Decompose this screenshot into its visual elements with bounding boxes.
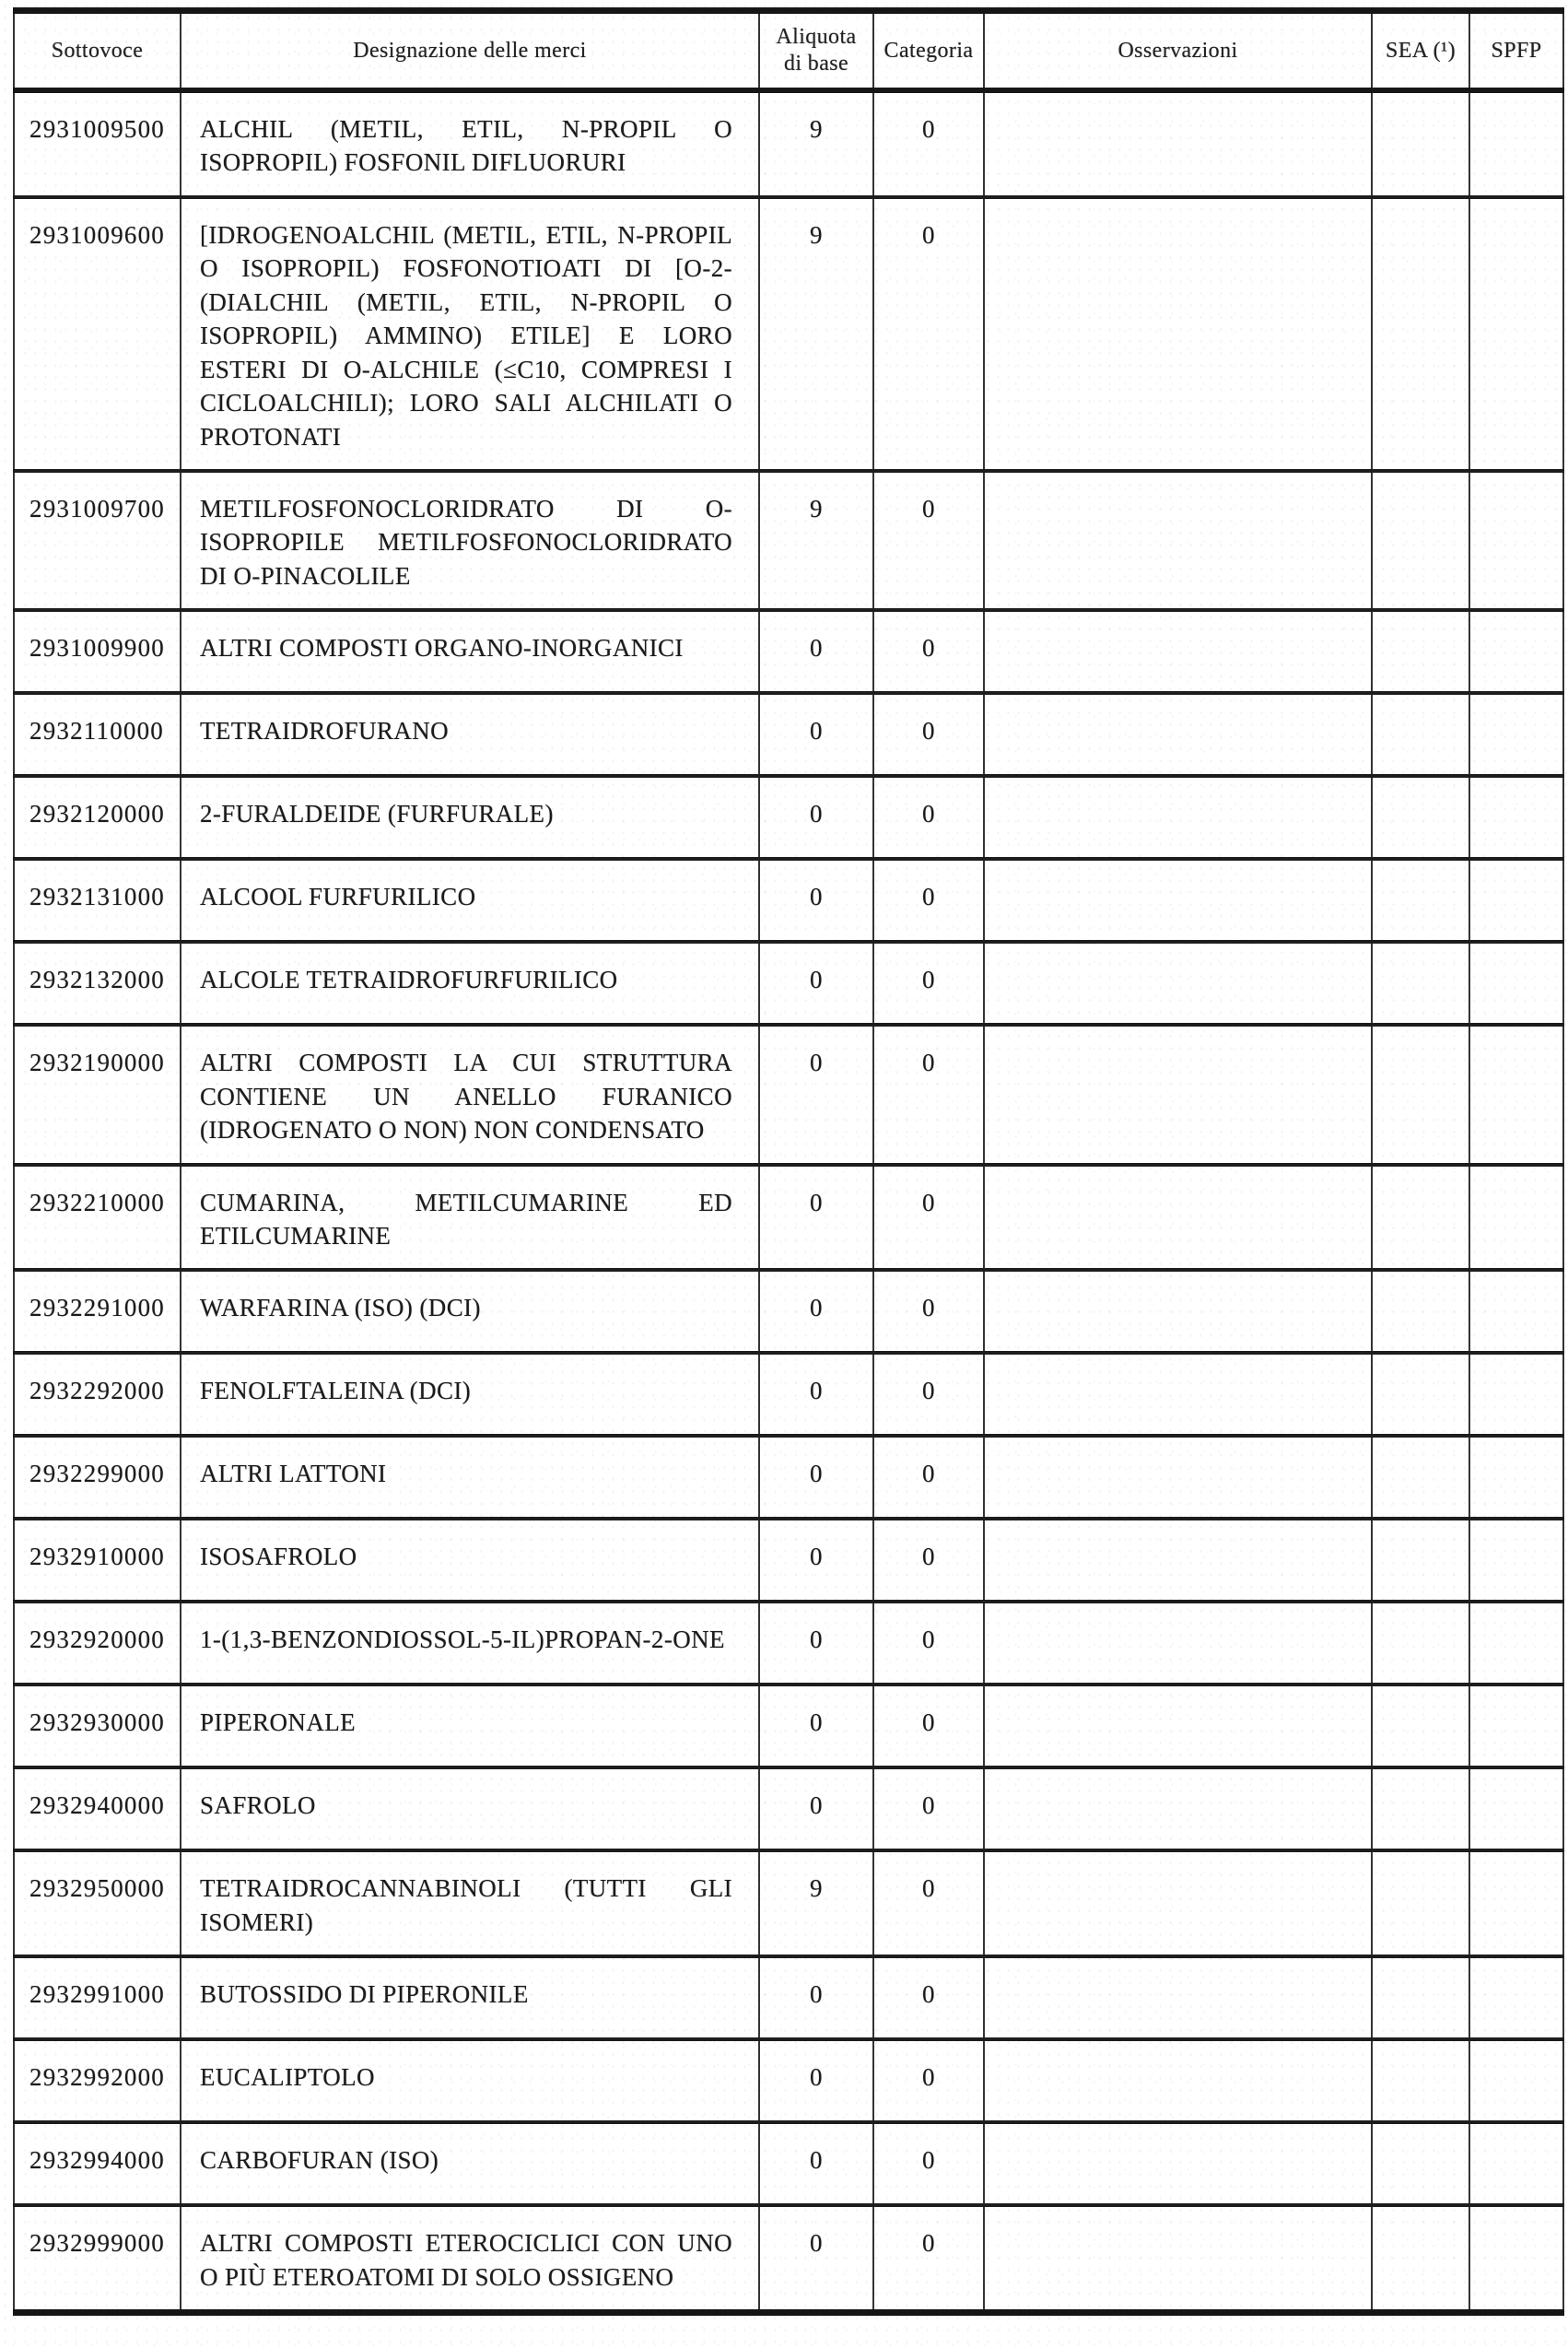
category-cell: 0 — [873, 859, 984, 942]
description-cell: BUTOSSIDO DI PIPERONILE — [181, 1956, 759, 2039]
spfp-cell — [1469, 471, 1563, 610]
sea-cell — [1372, 1270, 1469, 1353]
spfp-cell — [1469, 1353, 1563, 1436]
table-row — [14, 942, 1563, 1025]
table-row — [14, 1956, 1563, 2039]
table-row — [14, 1165, 1563, 1271]
code-cell: 2932999000 — [14, 2205, 181, 2312]
header-designazione: Designazione delle merci — [181, 11, 759, 91]
code-cell: 2931009900 — [14, 610, 181, 693]
spfp-cell — [1469, 2122, 1563, 2205]
table-row — [14, 1436, 1563, 1519]
tariff-table — [13, 7, 1564, 2316]
sea-cell — [1372, 2039, 1469, 2122]
spfp-cell — [1469, 2205, 1563, 2312]
notes-cell — [984, 1956, 1372, 2039]
table-row — [14, 2205, 1563, 2312]
code-cell: 2932992000 — [14, 2039, 181, 2122]
sea-cell — [1372, 1025, 1469, 1164]
sea-cell — [1372, 1767, 1469, 1850]
notes-cell — [984, 2205, 1372, 2312]
notes-cell — [984, 471, 1372, 610]
notes-cell — [984, 1685, 1372, 1767]
header-row — [14, 11, 1563, 91]
sea-cell — [1372, 1956, 1469, 2039]
notes-cell — [984, 1436, 1372, 1519]
notes-cell — [984, 1353, 1372, 1436]
table-row — [14, 1850, 1563, 1956]
code-cell: 2931009600 — [14, 197, 181, 471]
rate-cell: 0 — [759, 1685, 873, 1767]
code-cell: 2932940000 — [14, 1767, 181, 1850]
code-cell: 2932950000 — [14, 1850, 181, 1956]
table-header — [14, 11, 1563, 91]
notes-cell — [984, 1602, 1372, 1685]
description-cell: FENOLFTALEINA (DCI) — [181, 1353, 759, 1436]
table-row — [14, 1519, 1563, 1602]
code-cell: 2931009700 — [14, 471, 181, 610]
sea-cell — [1372, 1685, 1469, 1767]
sea-cell — [1372, 471, 1469, 610]
table-row — [14, 197, 1563, 471]
rate-cell: 0 — [759, 610, 873, 693]
notes-cell — [984, 1165, 1372, 1271]
notes-cell — [984, 859, 1372, 942]
sea-cell — [1372, 1602, 1469, 1685]
category-cell: 0 — [873, 610, 984, 693]
rate-cell: 9 — [759, 90, 873, 197]
description-cell: WARFARINA (ISO) (DCI) — [181, 1270, 759, 1353]
sea-cell — [1372, 2122, 1469, 2205]
spfp-cell — [1469, 197, 1563, 471]
code-cell: 2932132000 — [14, 942, 181, 1025]
description-cell: METILFOSFONOCLORIDRATO DI O-ISOPROPILE METILFOSFONOCLORIDRATO DI O-PINACOLILE — [181, 471, 759, 610]
category-cell: 0 — [873, 1956, 984, 2039]
code-cell: 2932994000 — [14, 2122, 181, 2205]
rate-cell: 0 — [759, 1270, 873, 1353]
spfp-cell — [1469, 859, 1563, 942]
spfp-cell — [1469, 1767, 1563, 1850]
description-cell: ALTRI LATTONI — [181, 1436, 759, 1519]
category-cell: 0 — [873, 693, 984, 776]
category-cell: 0 — [873, 2205, 984, 2312]
spfp-cell — [1469, 1436, 1563, 1519]
header-spfp: SPFP — [1469, 11, 1563, 91]
code-cell: 2932920000 — [14, 1602, 181, 1685]
description-cell: ALCOLE TETRAIDROFURFURILICO — [181, 942, 759, 1025]
code-cell: 2932299000 — [14, 1436, 181, 1519]
header-aliquota-di-base: Aliquota di base — [759, 11, 873, 91]
code-cell: 2932991000 — [14, 1956, 181, 2039]
category-cell: 0 — [873, 471, 984, 610]
code-cell: 2932291000 — [14, 1270, 181, 1353]
code-cell: 2932292000 — [14, 1353, 181, 1436]
spfp-cell — [1469, 1956, 1563, 2039]
spfp-cell — [1469, 1519, 1563, 1602]
category-cell: 0 — [873, 1685, 984, 1767]
table-row — [14, 1353, 1563, 1436]
rate-cell: 0 — [759, 859, 873, 942]
spfp-cell — [1469, 1685, 1563, 1767]
notes-cell — [984, 1270, 1372, 1353]
sea-cell — [1372, 1519, 1469, 1602]
rate-cell: 9 — [759, 197, 873, 471]
description-cell: ALTRI COMPOSTI ETEROCICLICI CON UNO O PIÙ ETEROATOMI DI SOLO OSSIGENO — [181, 2205, 759, 2312]
table-row — [14, 1602, 1563, 1685]
rate-cell: 0 — [759, 2122, 873, 2205]
table-row — [14, 1025, 1563, 1164]
sea-cell — [1372, 1353, 1469, 1436]
table-row — [14, 2039, 1563, 2122]
notes-cell — [984, 90, 1372, 197]
category-cell: 0 — [873, 1436, 984, 1519]
table-row — [14, 693, 1563, 776]
sea-cell — [1372, 90, 1469, 197]
category-cell: 0 — [873, 776, 984, 859]
rate-cell: 0 — [759, 1956, 873, 2039]
description-cell: ALCHIL (METIL, ETIL, N-PROPIL O ISOPROPIL) FOSFONIL DIFLUORURI — [181, 90, 759, 197]
code-cell: 2932930000 — [14, 1685, 181, 1767]
header-sea: SEA (¹) — [1372, 11, 1469, 91]
table-row — [14, 90, 1563, 197]
table-row — [14, 471, 1563, 610]
sea-cell — [1372, 2205, 1469, 2312]
category-cell: 0 — [873, 197, 984, 471]
description-cell: ALCOOL FURFURILICO — [181, 859, 759, 942]
spfp-cell — [1469, 1850, 1563, 1956]
notes-cell — [984, 1850, 1372, 1956]
category-cell: 0 — [873, 942, 984, 1025]
notes-cell — [984, 942, 1372, 1025]
description-cell: TETRAIDROCANNABINOLI (TUTTI GLI ISOMERI) — [181, 1850, 759, 1956]
rate-cell: 0 — [759, 1767, 873, 1850]
category-cell: 0 — [873, 90, 984, 197]
spfp-cell — [1469, 1165, 1563, 1271]
rate-cell: 0 — [759, 1602, 873, 1685]
spfp-cell — [1469, 2039, 1563, 2122]
table-body — [14, 90, 1563, 2313]
code-cell: 2932210000 — [14, 1165, 181, 1271]
category-cell: 0 — [873, 1850, 984, 1956]
category-cell: 0 — [873, 1353, 984, 1436]
rate-cell: 0 — [759, 1436, 873, 1519]
category-cell: 0 — [873, 1270, 984, 1353]
sea-cell — [1372, 1165, 1469, 1271]
header-osservazioni: Osservazioni — [984, 11, 1372, 91]
rate-cell: 0 — [759, 1353, 873, 1436]
table-row — [14, 1270, 1563, 1353]
description-cell: [IDROGENOALCHIL (METIL, ETIL, N-PROPIL O ISOPROPIL) FOSFONOTIOATI DI [O-2-(DIALCHIL (METIL, ETIL, N-PROPIL O ISOPROPIL) AMMINO) ETILE] E LORO ESTERI DI O-ALCHILE (≤C10, COMPRESI I CICLOALCHILI); LORO SALI ALCHILATI O PROTONATI — [181, 197, 759, 471]
sea-cell — [1372, 197, 1469, 471]
table-row — [14, 1685, 1563, 1767]
table-row — [14, 2122, 1563, 2205]
spfp-cell — [1469, 693, 1563, 776]
description-cell: ALTRI COMPOSTI LA CUI STRUTTURA CONTIENE UN ANELLO FURANICO (IDROGENATO O NON) NON CONDENSATO — [181, 1025, 759, 1164]
header-sottovoce: Sottovoce — [14, 11, 181, 91]
spfp-cell — [1469, 1602, 1563, 1685]
rate-cell: 0 — [759, 1025, 873, 1164]
sea-cell — [1372, 859, 1469, 942]
table-row — [14, 859, 1563, 942]
rate-cell: 0 — [759, 2205, 873, 2312]
code-cell: 2931009500 — [14, 90, 181, 197]
rate-cell: 0 — [759, 1165, 873, 1271]
notes-cell — [984, 1519, 1372, 1602]
rate-cell: 0 — [759, 942, 873, 1025]
sea-cell — [1372, 610, 1469, 693]
description-cell: ALTRI COMPOSTI ORGANO-INORGANICI — [181, 610, 759, 693]
category-cell: 0 — [873, 1519, 984, 1602]
rate-cell: 0 — [759, 2039, 873, 2122]
table-row — [14, 776, 1563, 859]
description-cell: 2-FURALDEIDE (FURFURALE) — [181, 776, 759, 859]
code-cell: 2932131000 — [14, 859, 181, 942]
rate-cell: 0 — [759, 693, 873, 776]
notes-cell — [984, 776, 1372, 859]
category-cell: 0 — [873, 2122, 984, 2205]
spfp-cell — [1469, 1270, 1563, 1353]
spfp-cell — [1469, 776, 1563, 859]
code-cell: 2932120000 — [14, 776, 181, 859]
spfp-cell — [1469, 1025, 1563, 1164]
spfp-cell — [1469, 942, 1563, 1025]
rate-cell: 0 — [759, 776, 873, 859]
description-cell: CARBOFURAN (ISO) — [181, 2122, 759, 2205]
sea-cell — [1372, 942, 1469, 1025]
category-cell: 0 — [873, 1165, 984, 1271]
description-cell: EUCALIPTOLO — [181, 2039, 759, 2122]
description-cell: 1-(1,3-BENZONDIOSSOL-5-IL)PROPAN-2-ONE — [181, 1602, 759, 1685]
spfp-cell — [1469, 610, 1563, 693]
spfp-cell — [1469, 90, 1563, 197]
category-cell: 0 — [873, 2039, 984, 2122]
notes-cell — [984, 1767, 1372, 1850]
code-cell: 2932110000 — [14, 693, 181, 776]
code-cell: 2932910000 — [14, 1519, 181, 1602]
category-cell: 0 — [873, 1602, 984, 1685]
header-categoria: Categoria — [873, 11, 984, 91]
notes-cell — [984, 2039, 1372, 2122]
notes-cell — [984, 693, 1372, 776]
rate-cell: 0 — [759, 1519, 873, 1602]
description-cell: SAFROLO — [181, 1767, 759, 1850]
sea-cell — [1372, 693, 1469, 776]
rate-cell: 9 — [759, 1850, 873, 1956]
category-cell: 0 — [873, 1025, 984, 1164]
notes-cell — [984, 197, 1372, 471]
notes-cell — [984, 610, 1372, 693]
notes-cell — [984, 1025, 1372, 1164]
category-cell: 0 — [873, 1767, 984, 1850]
table-row — [14, 610, 1563, 693]
rate-cell: 9 — [759, 471, 873, 610]
description-cell: CUMARINA, METILCUMARINE ED ETILCUMARINE — [181, 1165, 759, 1271]
notes-cell — [984, 2122, 1372, 2205]
description-cell: TETRAIDROFURANO — [181, 693, 759, 776]
description-cell: ISOSAFROLO — [181, 1519, 759, 1602]
table-row — [14, 1767, 1563, 1850]
sea-cell — [1372, 1436, 1469, 1519]
code-cell: 2932190000 — [14, 1025, 181, 1164]
sea-cell — [1372, 776, 1469, 859]
description-cell: PIPERONALE — [181, 1685, 759, 1767]
sea-cell — [1372, 1850, 1469, 1956]
